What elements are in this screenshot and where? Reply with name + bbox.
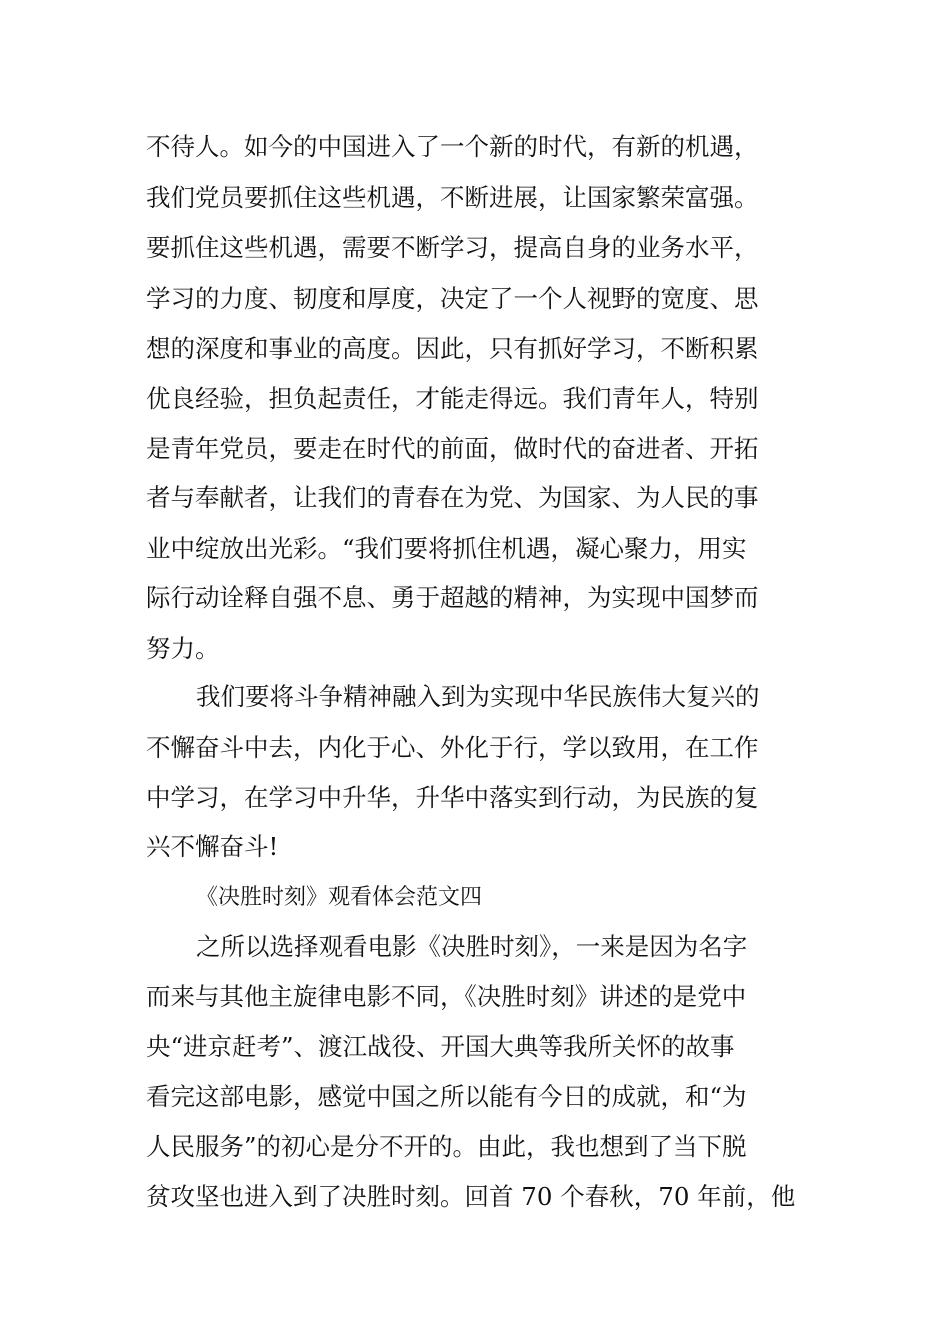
text-line: 努力。 xyxy=(146,634,220,663)
text-line: 要抓住这些机遇，需要不断学习，提高自身的业务水平， xyxy=(146,233,759,262)
text-line: 看完这部电影，感觉中国之所以能有今日的成就，和“为 xyxy=(146,1082,747,1111)
text-line: 兴不懈奋斗! xyxy=(146,832,279,861)
text-line: 业中绽放出光彩。“我们要将抓住机遇，凝心聚力，用实 xyxy=(146,534,747,563)
text-line: 优良经验，担负起责任，才能走得远。我们青年人，特别 xyxy=(146,384,759,413)
text-line: 是青年党员，要走在时代的前面，做时代的奋进者、开拓 xyxy=(146,434,759,463)
text-line: 我们党员要抓住这些机遇，不断进展，让国家繁荣富强。 xyxy=(146,183,759,212)
text-line: 而来与其他主旋律电影不同，《决胜时刻》讲述的是党中 xyxy=(146,982,747,1011)
text-line: 人民服务”的初心是分不开的。由此，我也想到了当下脱 xyxy=(146,1132,747,1161)
text-line: 央“进京赶考”、渡江战役、开国大典等我所关怀的故事 xyxy=(146,1032,735,1061)
paragraph-first-line: 之所以选择观看电影《决胜时刻》，一来是因为名字 xyxy=(196,932,748,961)
text-line: 学习的力度、韧度和厚度，决定了一个人视野的宽度、思 xyxy=(146,284,759,313)
text-line: 际行动诠释自强不息、勇于超越的精神，为实现中国梦而 xyxy=(146,583,759,612)
section-heading: 《决胜时刻》观看体会范文四 xyxy=(196,885,483,910)
text-line: 想的深度和事业的高度。因此，只有抓好学习，不断积累 xyxy=(146,334,759,363)
text-line: 贫攻坚也进入到了决胜时刻。回首 70 个春秋，70 年前，他 xyxy=(146,1182,796,1211)
text-line: 不懈奋斗中去，内化于心、外化于行，学以致用，在工作 xyxy=(146,733,759,762)
paragraph-first-line: 我们要将斗争精神融入到为实现中华民族伟大复兴的 xyxy=(196,682,760,711)
text-line: 中学习，在学习中升华，升华中落实到行动，为民族的复 xyxy=(146,783,759,812)
text-line: 不待人。如今的中国进入了一个新的时代，有新的机遇， xyxy=(146,132,759,161)
text-line: 者与奉献者，让我们的青春在为党、为国家、为人民的事 xyxy=(146,483,759,512)
